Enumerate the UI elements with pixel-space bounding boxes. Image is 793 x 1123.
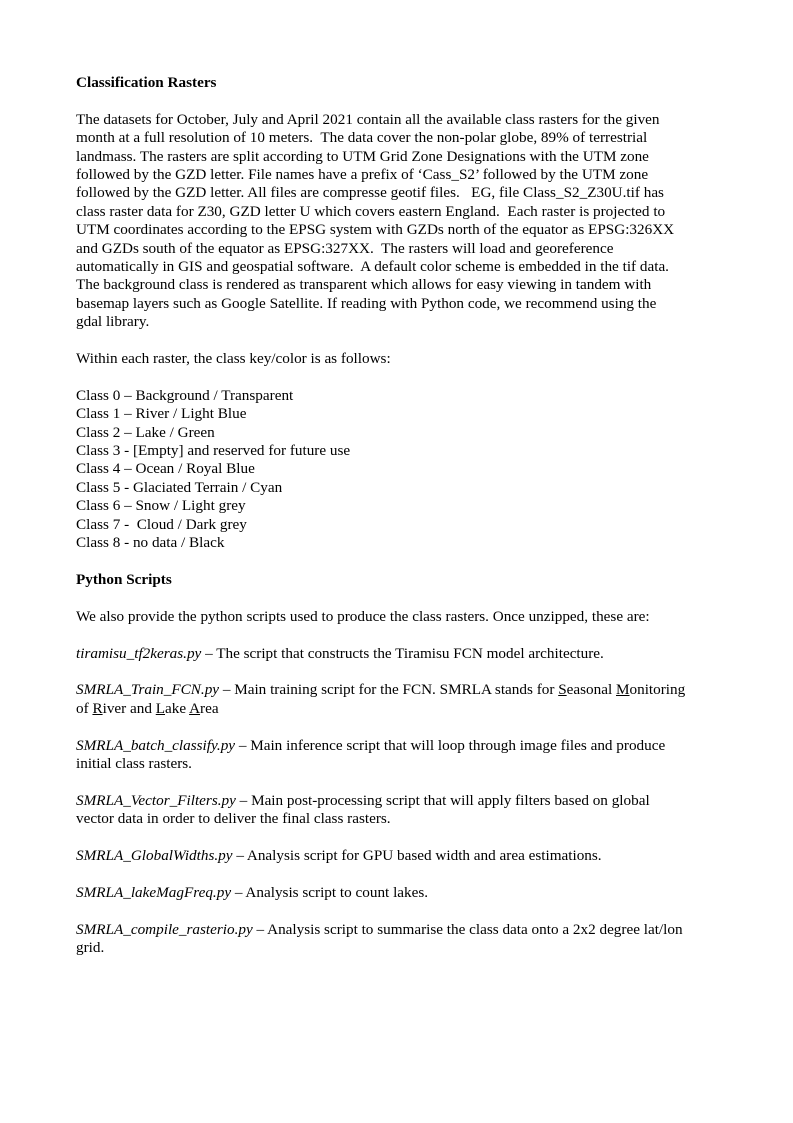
class-key-item: Class 2 – Lake / Green [76, 423, 215, 441]
class-key-item: Class 1 – River / Light Blue [76, 405, 247, 423]
class-key-item: Class 6 – Snow / Light grey [76, 497, 246, 515]
script-description: – Main post-processing script that will apply filters based on global [235, 791, 650, 809]
paragraph-line: and GZDs south of the equator as EPSG:327XX. The rasters will load and georeference [76, 239, 614, 257]
document-page [76, 74, 726, 957]
class-key-item: Class 5 - Glaciated Terrain / Cyan [76, 478, 283, 496]
class-key-item: Class 3 - [Empty] and reserved for future use [76, 442, 351, 460]
script-description: – Analysis script to count lakes. [231, 883, 429, 901]
script-entry [76, 847, 726, 865]
script-filename: SMRLA_compile_rasterio.py [76, 920, 253, 938]
class-key-item: Class 8 - no data / Black [76, 534, 225, 552]
paragraph-line: class raster data for Z30, GZD letter U which covers eastern England. Each raster is projected to [76, 202, 666, 220]
acronym-letter-m: M [616, 681, 630, 699]
acronym-rest: onitoring [629, 681, 686, 699]
script-line [76, 921, 726, 939]
script-line [76, 700, 726, 718]
acronym-letter-a: A [189, 699, 201, 717]
script-entry [76, 737, 726, 774]
script-line: vector data in order to deliver the final class rasters. [76, 810, 391, 828]
script-filename: tiramisu_tf2keras.py [76, 644, 202, 662]
acronym-rest: ake [165, 699, 190, 717]
classification-paragraph [76, 111, 726, 332]
section-heading-python-scripts: Python Scripts [76, 570, 172, 588]
script-line: initial class rasters. [76, 754, 192, 772]
acronym-rest: easonal [566, 681, 616, 699]
paragraph-line: The datasets for October, July and April 2021 contain all the available class rasters for the given [76, 110, 660, 128]
script-entry [76, 681, 726, 718]
script-line [76, 737, 726, 755]
class-key-item: Class 4 – Ocean / Royal Blue [76, 460, 255, 478]
script-filename: SMRLA_Train_FCN.py [76, 681, 220, 699]
script-filename: SMRLA_Vector_Filters.py [76, 791, 236, 809]
acronym-letter-r: R [92, 699, 103, 717]
script-description: – Analysis script to summarise the class data onto a 2x2 degree lat/lon [252, 920, 683, 938]
class-key-list [76, 387, 726, 553]
paragraph-line: The background class is rendered as transparent which allows for easy viewing in tandem with [76, 276, 652, 294]
script-entry [76, 921, 726, 958]
script-description: – Analysis script for GPU based width and area estimations. [232, 846, 602, 864]
script-entry [76, 792, 726, 829]
acronym-rest: iver and [102, 699, 156, 717]
class-key-item: Class 7 - Cloud / Dark grey [76, 515, 247, 533]
script-description: – Main training script for the FCN. SMRLA stands for [219, 681, 559, 699]
paragraph-line: basemap layers such as Google Satellite. If reading with Python code, we recommend using the [76, 294, 657, 312]
paragraph-line: gdal library. [76, 313, 150, 331]
script-line [76, 681, 726, 699]
script-line [76, 792, 726, 810]
class-key-intro: Within each raster, the class key/color is as follows: [76, 350, 391, 368]
script-entry [76, 645, 726, 663]
script-description: – Main inference script that will loop through image files and produce [235, 736, 666, 754]
paragraph-line: followed by the GZD letter. File names have a prefix of ‘Cass_S2’ followed by the UTM zone [76, 166, 649, 184]
paragraph-line: landmass. The rasters are split according to UTM Grid Zone Designations with the UTM zone [76, 147, 649, 165]
script-description: – The script that constructs the Tiramisu FCN model architecture. [201, 644, 604, 662]
script-description: of [76, 699, 93, 717]
class-key-item: Class 0 – Background / Transparent [76, 386, 294, 404]
acronym-letter-s: S [558, 681, 567, 699]
paragraph-line: followed by the GZD letter. All files are compresse geotif files. EG, file Class_S2_Z30U.tif has [76, 184, 664, 202]
paragraph-line: UTM coordinates according to the EPSG system with GZDs north of the equator as EPSG:326XX [76, 221, 675, 239]
section-heading-classification: Classification Rasters [76, 74, 217, 91]
paragraph-line: month at a full resolution of 10 meters. The data cover the non-polar globe, 89% of terrestrial [76, 129, 648, 147]
acronym-letter-l: L [155, 699, 166, 717]
script-entry [76, 884, 726, 902]
scripts-intro: We also provide the python scripts used to produce the class rasters. Once unzipped, these are: [76, 607, 650, 625]
acronym-rest: rea [200, 699, 219, 717]
paragraph-line: automatically in GIS and geospatial software. A default color scheme is embedded in the tif data. [76, 258, 669, 276]
script-filename: SMRLA_GlobalWidths.py [76, 846, 233, 864]
script-filename: SMRLA_batch_classify.py [76, 736, 236, 754]
script-filename: SMRLA_lakeMagFreq.py [76, 883, 232, 901]
script-line: grid. [76, 938, 105, 956]
